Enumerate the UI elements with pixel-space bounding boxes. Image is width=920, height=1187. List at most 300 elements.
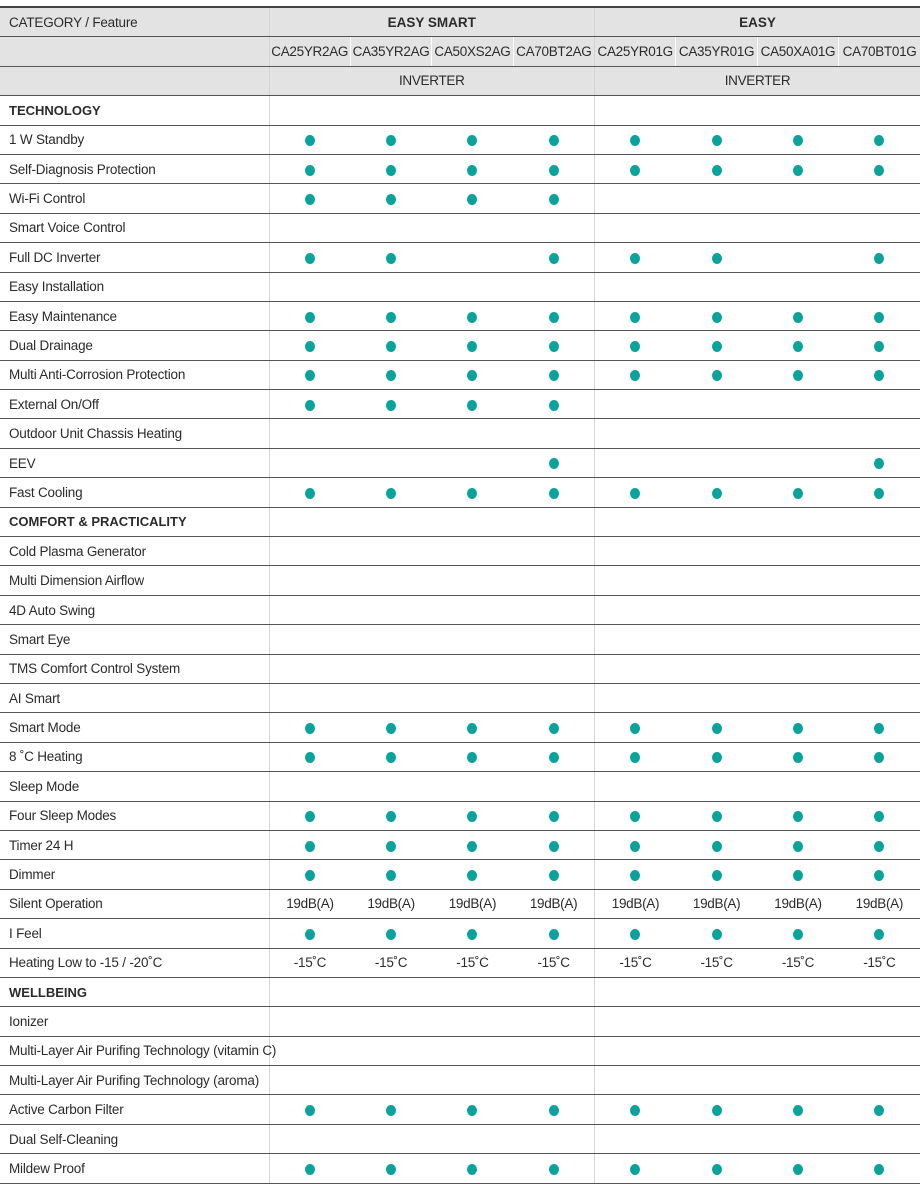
feature-value-cell bbox=[269, 125, 350, 154]
feature-value-cell bbox=[595, 213, 676, 242]
feature-label: Easy Maintenance bbox=[0, 301, 269, 330]
feature-value-cell bbox=[513, 801, 594, 830]
feature-value-cell bbox=[432, 419, 513, 448]
feature-value-cell bbox=[432, 243, 513, 272]
feature-value-cell bbox=[269, 742, 350, 771]
feature-row-dual-self-cleaning bbox=[0, 1124, 920, 1153]
feature-value-cell bbox=[269, 919, 350, 948]
feature-available-dot-icon bbox=[467, 1105, 477, 1116]
feature-available-dot-icon bbox=[305, 929, 315, 940]
feature-available-dot-icon bbox=[467, 752, 477, 763]
category-row-comfort-practicality bbox=[0, 507, 920, 536]
feature-value-cell bbox=[676, 860, 757, 889]
feature-available-dot-icon bbox=[874, 253, 884, 264]
feature-value-cell bbox=[595, 1124, 676, 1153]
feature-value-cell bbox=[513, 919, 594, 948]
feature-comparison-table bbox=[0, 6, 920, 1184]
feature-value-cell bbox=[350, 301, 431, 330]
feature-value-cell bbox=[432, 625, 513, 654]
feature-value-cell bbox=[513, 683, 594, 712]
feature-value-cell bbox=[757, 772, 838, 801]
feature-value-cell bbox=[432, 125, 513, 154]
feature-available-dot-icon bbox=[305, 253, 315, 264]
feature-value-cell bbox=[350, 1095, 431, 1124]
feature-value-cell bbox=[757, 390, 838, 419]
feature-available-dot-icon bbox=[549, 400, 559, 411]
feature-value-cell bbox=[595, 713, 676, 742]
feature-available-dot-icon bbox=[712, 1105, 722, 1116]
feature-value-cell bbox=[513, 1007, 594, 1036]
feature-row-multi-layer-air-purifing-technology-aroma bbox=[0, 1066, 920, 1095]
type-header-row bbox=[0, 66, 920, 95]
feature-value-cell bbox=[676, 243, 757, 272]
feature-value-cell bbox=[432, 683, 513, 712]
feature-available-dot-icon bbox=[793, 370, 803, 381]
feature-value-cell bbox=[676, 654, 757, 683]
feature-value-cell bbox=[757, 860, 838, 889]
feature-available-dot-icon bbox=[467, 400, 477, 411]
feature-row-smart-voice-control bbox=[0, 213, 920, 242]
feature-value-cell bbox=[757, 801, 838, 830]
feature-row-wi-fi-control bbox=[0, 184, 920, 213]
feature-value-cell bbox=[350, 742, 431, 771]
feature-value-cell bbox=[757, 184, 838, 213]
feature-value-cell bbox=[513, 272, 594, 301]
feature-value-cell bbox=[839, 213, 920, 242]
feature-value-cell bbox=[350, 331, 431, 360]
feature-value-cell bbox=[757, 1007, 838, 1036]
feature-available-dot-icon bbox=[549, 253, 559, 264]
feature-value-cell bbox=[676, 830, 757, 859]
feature-available-dot-icon bbox=[549, 929, 559, 940]
feature-value-cell bbox=[757, 419, 838, 448]
feature-available-dot-icon bbox=[793, 723, 803, 734]
feature-row-outdoor-unit-chassis-heating bbox=[0, 419, 920, 448]
category-label: TECHNOLOGY bbox=[0, 96, 269, 125]
feature-value-cell bbox=[839, 889, 920, 918]
feature-value-cell bbox=[513, 860, 594, 889]
feature-value-cell bbox=[676, 360, 757, 389]
feature-value-cell bbox=[757, 331, 838, 360]
feature-value-cell bbox=[757, 243, 838, 272]
feature-available-dot-icon bbox=[305, 752, 315, 763]
feature-available-dot-icon bbox=[386, 1164, 396, 1175]
feature-value-cell bbox=[350, 1124, 431, 1153]
feature-value-text: -15˚C bbox=[781, 955, 815, 971]
feature-label: Multi Dimension Airflow bbox=[0, 566, 269, 595]
feature-value-cell bbox=[269, 772, 350, 801]
feature-available-dot-icon bbox=[630, 135, 640, 146]
feature-value-cell bbox=[839, 1154, 920, 1183]
feature-label: 4D Auto Swing bbox=[0, 595, 269, 624]
feature-value-cell bbox=[350, 713, 431, 742]
feature-available-dot-icon bbox=[386, 135, 396, 146]
feature-available-dot-icon bbox=[712, 841, 722, 852]
feature-value-cell bbox=[595, 683, 676, 712]
feature-available-dot-icon bbox=[386, 165, 396, 176]
feature-available-dot-icon bbox=[874, 929, 884, 940]
feature-row-4d-auto-swing bbox=[0, 595, 920, 624]
feature-available-dot-icon bbox=[712, 341, 722, 352]
feature-label: Wi-Fi Control bbox=[0, 184, 269, 213]
feature-value-text: 19dB(A) bbox=[611, 896, 660, 912]
series-label-easy: EASY bbox=[595, 7, 920, 37]
feature-available-dot-icon bbox=[467, 1164, 477, 1175]
feature-label: Four Sleep Modes bbox=[0, 801, 269, 830]
feature-value-text: -15˚C bbox=[700, 955, 733, 971]
feature-value-cell bbox=[513, 1124, 594, 1153]
feature-value-cell bbox=[350, 390, 431, 419]
feature-value-cell bbox=[513, 948, 594, 977]
feature-value-text: 19dB(A) bbox=[529, 896, 578, 912]
feature-available-dot-icon bbox=[549, 135, 559, 146]
feature-available-dot-icon bbox=[630, 165, 640, 176]
feature-available-dot-icon bbox=[793, 135, 803, 146]
feature-value-cell bbox=[350, 448, 431, 477]
feature-value-cell bbox=[513, 448, 594, 477]
model-header: CA35YR2AG bbox=[350, 37, 431, 66]
feature-value-cell bbox=[350, 478, 431, 507]
feature-available-dot-icon bbox=[874, 165, 884, 176]
feature-value-cell bbox=[350, 889, 431, 918]
feature-value-cell bbox=[269, 595, 350, 624]
feature-available-dot-icon bbox=[630, 811, 640, 822]
feature-value-cell bbox=[513, 595, 594, 624]
feature-row-multi-dimension-airflow bbox=[0, 566, 920, 595]
series-label-easy-smart: EASY SMART bbox=[269, 7, 595, 37]
feature-available-dot-icon bbox=[305, 312, 315, 323]
type-label-easy: INVERTER bbox=[595, 66, 920, 95]
feature-value-cell bbox=[676, 478, 757, 507]
model-header: CA70BT2AG bbox=[513, 37, 594, 66]
feature-value-cell bbox=[350, 830, 431, 859]
feature-value-text: -15˚C bbox=[537, 955, 570, 971]
feature-available-dot-icon bbox=[793, 312, 803, 323]
feature-row-i-feel bbox=[0, 919, 920, 948]
feature-value-cell bbox=[757, 537, 838, 566]
feature-label: External On/Off bbox=[0, 390, 269, 419]
feature-row-timer-24-h bbox=[0, 830, 920, 859]
model-header: CA25YR01G bbox=[595, 37, 676, 66]
feature-value-cell bbox=[839, 713, 920, 742]
feature-value-cell bbox=[676, 919, 757, 948]
feature-value-cell bbox=[513, 1066, 594, 1095]
feature-value-cell bbox=[513, 301, 594, 330]
feature-value-cell bbox=[676, 566, 757, 595]
feature-value-cell bbox=[269, 301, 350, 330]
feature-available-dot-icon bbox=[467, 312, 477, 323]
feature-label: Mildew Proof bbox=[0, 1154, 269, 1183]
feature-label: Timer 24 H bbox=[0, 830, 269, 859]
feature-value-cell bbox=[676, 301, 757, 330]
feature-label: Dual Self-Cleaning bbox=[0, 1124, 269, 1153]
feature-available-dot-icon bbox=[630, 929, 640, 940]
feature-value-cell bbox=[757, 272, 838, 301]
model-header: CA50XA01G bbox=[757, 37, 838, 66]
feature-available-dot-icon bbox=[793, 165, 803, 176]
feature-row-active-carbon-filter bbox=[0, 1095, 920, 1124]
feature-available-dot-icon bbox=[386, 253, 396, 264]
feature-value-cell bbox=[432, 154, 513, 183]
feature-value-cell bbox=[269, 1154, 350, 1183]
feature-value-cell bbox=[432, 1036, 513, 1065]
feature-value-cell bbox=[513, 331, 594, 360]
feature-available-dot-icon bbox=[549, 488, 559, 499]
feature-label: Silent Operation bbox=[0, 889, 269, 918]
feature-available-dot-icon bbox=[467, 194, 477, 205]
feature-value-cell bbox=[432, 448, 513, 477]
feature-available-dot-icon bbox=[793, 752, 803, 763]
feature-value-cell bbox=[513, 243, 594, 272]
feature-value-cell bbox=[595, 243, 676, 272]
feature-value-cell bbox=[269, 654, 350, 683]
feature-available-dot-icon bbox=[874, 312, 884, 323]
model-header-spacer bbox=[0, 37, 269, 66]
feature-value-cell bbox=[269, 1066, 350, 1095]
feature-value-cell bbox=[350, 595, 431, 624]
feature-value-cell bbox=[350, 1154, 431, 1183]
feature-value-cell bbox=[757, 654, 838, 683]
feature-value-cell bbox=[839, 1124, 920, 1153]
feature-value-cell bbox=[269, 860, 350, 889]
feature-value-cell bbox=[432, 478, 513, 507]
feature-value-cell bbox=[839, 683, 920, 712]
feature-value-cell bbox=[350, 213, 431, 242]
feature-available-dot-icon bbox=[386, 341, 396, 352]
feature-available-dot-icon bbox=[549, 841, 559, 852]
feature-value-cell bbox=[432, 1066, 513, 1095]
feature-value-cell bbox=[676, 213, 757, 242]
feature-value-cell bbox=[595, 478, 676, 507]
feature-value-cell bbox=[839, 390, 920, 419]
feature-available-dot-icon bbox=[467, 870, 477, 881]
feature-value-cell bbox=[350, 772, 431, 801]
feature-label: Sleep Mode bbox=[0, 772, 269, 801]
feature-value-text: -15˚C bbox=[374, 955, 408, 971]
feature-value-cell bbox=[839, 948, 920, 977]
feature-available-dot-icon bbox=[874, 370, 884, 381]
feature-value-cell bbox=[595, 154, 676, 183]
feature-label: Smart Eye bbox=[0, 625, 269, 654]
feature-value-cell bbox=[757, 1124, 838, 1153]
feature-value-cell bbox=[595, 772, 676, 801]
feature-available-dot-icon bbox=[793, 1164, 803, 1175]
feature-available-dot-icon bbox=[467, 135, 477, 146]
feature-label: 1 W Standby bbox=[0, 125, 269, 154]
feature-value-cell bbox=[595, 537, 676, 566]
feature-value-cell bbox=[269, 1095, 350, 1124]
feature-value-cell bbox=[839, 772, 920, 801]
feature-value-cell bbox=[676, 772, 757, 801]
feature-value-cell bbox=[432, 595, 513, 624]
feature-available-dot-icon bbox=[630, 723, 640, 734]
feature-row-easy-maintenance bbox=[0, 301, 920, 330]
feature-label: Multi-Layer Air Purifing Technology (vitamin C) bbox=[0, 1036, 269, 1065]
feature-value-cell bbox=[513, 390, 594, 419]
feature-value-cell bbox=[839, 595, 920, 624]
feature-value-cell bbox=[350, 801, 431, 830]
feature-value-cell bbox=[269, 1036, 350, 1065]
feature-label: TMS Comfort Control System bbox=[0, 654, 269, 683]
feature-value-text: -15˚C bbox=[863, 955, 896, 971]
feature-value-cell bbox=[432, 860, 513, 889]
feature-row-multi-anti-corrosion-protection bbox=[0, 360, 920, 389]
feature-value-cell bbox=[757, 566, 838, 595]
feature-value-cell bbox=[757, 360, 838, 389]
type-header-spacer bbox=[0, 66, 269, 95]
feature-value-cell bbox=[757, 919, 838, 948]
model-header-row bbox=[0, 37, 920, 66]
feature-value-cell bbox=[839, 419, 920, 448]
feature-available-dot-icon bbox=[386, 870, 396, 881]
feature-available-dot-icon bbox=[712, 723, 722, 734]
feature-value-cell bbox=[595, 801, 676, 830]
feature-available-dot-icon bbox=[305, 723, 315, 734]
feature-available-dot-icon bbox=[630, 312, 640, 323]
feature-value-cell bbox=[269, 478, 350, 507]
feature-value-cell bbox=[676, 448, 757, 477]
feature-available-dot-icon bbox=[712, 752, 722, 763]
feature-row-smart-eye bbox=[0, 625, 920, 654]
feature-available-dot-icon bbox=[549, 165, 559, 176]
feature-row-four-sleep-modes bbox=[0, 801, 920, 830]
feature-value-cell bbox=[757, 742, 838, 771]
feature-value-cell bbox=[269, 537, 350, 566]
feature-available-dot-icon bbox=[386, 723, 396, 734]
feature-value-cell bbox=[839, 537, 920, 566]
feature-value-text: -15˚C bbox=[456, 955, 489, 971]
feature-available-dot-icon bbox=[386, 400, 396, 411]
feature-value-cell bbox=[595, 1154, 676, 1183]
feature-value-cell bbox=[757, 1095, 838, 1124]
feature-value-cell bbox=[350, 919, 431, 948]
feature-available-dot-icon bbox=[305, 841, 315, 852]
feature-value-cell bbox=[350, 860, 431, 889]
feature-value-cell bbox=[513, 1036, 594, 1065]
feature-row-self-diagnosis-protection bbox=[0, 154, 920, 183]
feature-available-dot-icon bbox=[793, 811, 803, 822]
feature-row-ai-smart bbox=[0, 683, 920, 712]
feature-value-cell bbox=[595, 1036, 676, 1065]
feature-available-dot-icon bbox=[630, 752, 640, 763]
feature-label: Active Carbon Filter bbox=[0, 1095, 269, 1124]
feature-value-text: 19dB(A) bbox=[692, 896, 741, 912]
feature-available-dot-icon bbox=[874, 752, 884, 763]
feature-value-cell bbox=[432, 566, 513, 595]
feature-available-dot-icon bbox=[712, 312, 722, 323]
feature-value-cell bbox=[513, 742, 594, 771]
feature-available-dot-icon bbox=[793, 841, 803, 852]
feature-label: AI Smart bbox=[0, 683, 269, 712]
feature-available-dot-icon bbox=[712, 165, 722, 176]
feature-available-dot-icon bbox=[305, 488, 315, 499]
category-row-wellbeing bbox=[0, 977, 920, 1006]
feature-value-cell bbox=[432, 830, 513, 859]
feature-label: Self-Diagnosis Protection bbox=[0, 154, 269, 183]
feature-value-cell bbox=[595, 830, 676, 859]
feature-value-cell bbox=[350, 1036, 431, 1065]
feature-value-cell bbox=[269, 213, 350, 242]
feature-value-cell bbox=[513, 889, 594, 918]
feature-available-dot-icon bbox=[549, 1164, 559, 1175]
category-spacer bbox=[595, 507, 920, 536]
feature-available-dot-icon bbox=[712, 370, 722, 381]
feature-value-text: 19dB(A) bbox=[286, 896, 334, 912]
feature-value-cell bbox=[269, 683, 350, 712]
category-row-technology bbox=[0, 96, 920, 125]
feature-value-cell bbox=[269, 948, 350, 977]
feature-value-text: -15˚C bbox=[619, 955, 652, 971]
feature-row-smart-mode bbox=[0, 713, 920, 742]
feature-value-cell bbox=[676, 1124, 757, 1153]
feature-value-cell bbox=[595, 125, 676, 154]
type-label-easy-smart: INVERTER bbox=[269, 66, 595, 95]
feature-value-cell bbox=[432, 772, 513, 801]
category-label: WELLBEING bbox=[0, 977, 269, 1006]
feature-available-dot-icon bbox=[712, 870, 722, 881]
feature-value-cell bbox=[269, 625, 350, 654]
feature-value-cell bbox=[676, 537, 757, 566]
feature-available-dot-icon bbox=[305, 1164, 315, 1175]
feature-value-cell bbox=[676, 1036, 757, 1065]
feature-value-cell bbox=[676, 154, 757, 183]
feature-available-dot-icon bbox=[549, 312, 559, 323]
feature-value-cell bbox=[513, 566, 594, 595]
feature-value-cell bbox=[513, 419, 594, 448]
feature-available-dot-icon bbox=[305, 194, 315, 205]
feature-available-dot-icon bbox=[874, 870, 884, 881]
feature-row-silent-operation bbox=[0, 889, 920, 918]
feature-value-cell bbox=[513, 830, 594, 859]
feature-available-dot-icon bbox=[386, 811, 396, 822]
feature-value-cell bbox=[676, 889, 757, 918]
feature-value-cell bbox=[839, 625, 920, 654]
feature-value-cell bbox=[676, 1095, 757, 1124]
feature-value-cell bbox=[595, 654, 676, 683]
feature-value-cell bbox=[432, 1124, 513, 1153]
feature-value-cell bbox=[595, 625, 676, 654]
feature-available-dot-icon bbox=[630, 841, 640, 852]
feature-value-cell bbox=[269, 272, 350, 301]
feature-value-cell bbox=[676, 184, 757, 213]
feature-value-cell bbox=[839, 478, 920, 507]
feature-available-dot-icon bbox=[712, 135, 722, 146]
feature-value-cell bbox=[839, 830, 920, 859]
feature-value-cell bbox=[839, 272, 920, 301]
feature-value-cell bbox=[350, 566, 431, 595]
feature-label: I Feel bbox=[0, 919, 269, 948]
feature-value-cell bbox=[350, 243, 431, 272]
feature-available-dot-icon bbox=[467, 341, 477, 352]
feature-value-cell bbox=[595, 889, 676, 918]
feature-value-text: 19dB(A) bbox=[855, 896, 904, 912]
feature-label: Heating Low to -15 / -20˚C bbox=[0, 948, 269, 977]
feature-available-dot-icon bbox=[630, 1105, 640, 1116]
feature-value-cell bbox=[676, 1154, 757, 1183]
feature-value-cell bbox=[676, 625, 757, 654]
feature-available-dot-icon bbox=[386, 488, 396, 499]
feature-available-dot-icon bbox=[386, 1105, 396, 1116]
feature-available-dot-icon bbox=[874, 1105, 884, 1116]
feature-value-cell bbox=[350, 654, 431, 683]
feature-value-cell bbox=[757, 830, 838, 859]
feature-value-cell bbox=[350, 125, 431, 154]
feature-available-dot-icon bbox=[386, 194, 396, 205]
feature-value-cell bbox=[676, 390, 757, 419]
feature-value-cell bbox=[757, 154, 838, 183]
feature-value-cell bbox=[676, 1007, 757, 1036]
feature-value-cell bbox=[269, 154, 350, 183]
